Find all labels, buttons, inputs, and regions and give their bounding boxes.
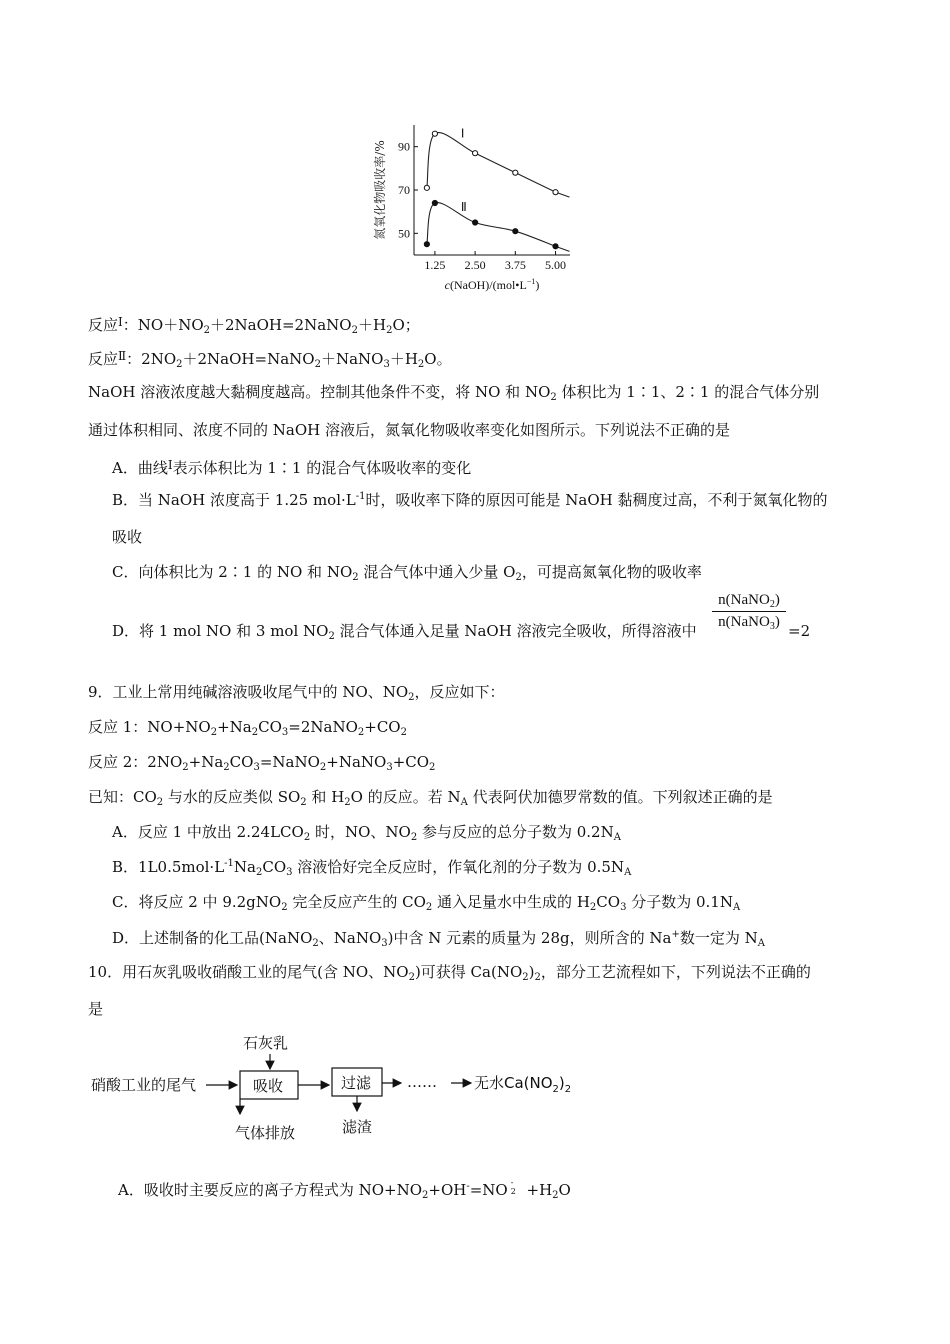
q8-option-d: D．将 1 mol NO 和 3 mol $NO_2$ 混合气体通入足量 NaOH 溶液完全吸收，所得溶液中 (112, 622, 697, 642)
q9-known: 已知：$CO_2$ 与水的反应类似 $SO_2$ 和 $H_2O$ 的反应。若 $N_A$ 代表阿伏加德罗常数的值。下列叙述正确的是 (88, 788, 773, 808)
data-point (424, 242, 429, 247)
process-flow-diagram (85, 1028, 585, 1148)
q9-reaction-1: 反应 1：$NO+NO_2+Na_2CO_3=2NaNO_2+CO_2$ (88, 718, 407, 738)
data-point (432, 131, 437, 136)
absorb-label: 吸收 (253, 1077, 284, 1095)
x-tick-label: 2.50 (464, 258, 486, 272)
q10-option-a: A．吸收时主要反应的离子方程式为 $NO+NO_2+OH^-=NO$ - 2 $+H_2O$ (118, 1178, 571, 1201)
data-point (513, 229, 518, 234)
q9-reaction-2: 反应 2：$2NO_2+Na_2CO_3=NaNO_2+NaNO_3+CO_2$ (88, 753, 436, 773)
tail-gas-label: 硝酸工业的尾气 (91, 1076, 197, 1094)
y-axis-title: 氮氧化物吸收率/% (373, 140, 387, 240)
y-tick-label: 90 (398, 139, 410, 154)
q9-option-a: A．反应 1 中放出 $2.24LCO_2$ 时，NO、$NO_2$ 参与反应的总分子数为 $0.2N_A$ (112, 823, 621, 843)
residue-label: 滤渣 (342, 1118, 373, 1136)
q8-option-b: B．当 NaOH 浓度高于 1.25 $mol\cdot L^{-1}$时，吸收率下降的原因可能是 NaOH 黏稠度过高，不利于氮氧化物的 (112, 491, 828, 509)
filter-label: 过滤 (341, 1074, 372, 1092)
series-line-2 (427, 203, 570, 252)
ellipsis: …… (407, 1073, 437, 1091)
nitrite-charge: - 2 (510, 1178, 516, 1196)
data-point (473, 220, 478, 225)
q9-option-d: D．上述制备的化工品(NaNO$_2$、NaNO$_3$)中含 N 元素的质量为 28g，则所含的 Na+数一定为 $N_A$ (112, 929, 765, 949)
nano2-nano3-fraction (712, 592, 786, 631)
x-axis-title: $c(NaOH)/(mol•L^{-1})$ (444, 277, 540, 292)
y-tick-label: 50 (398, 226, 410, 241)
fraction-denominator: n(NaNO$_3$) (718, 614, 780, 632)
absorption-rate-chart (370, 110, 580, 300)
q9-title: 9．工业上常用纯碱溶液吸收尾气中的 NO、$NO_2$，反应如下： (88, 683, 505, 703)
x-tick-label: 5.00 (545, 258, 567, 272)
product-label: 无水$Ca(NO_2)_2$ (474, 1074, 572, 1095)
data-point (432, 200, 437, 205)
x-tick-label: 3.75 (504, 258, 526, 272)
fraction-equals: =2 (788, 622, 811, 640)
q8-option-b-cont: 吸收 (112, 528, 143, 546)
q10-title-cont: 是 (88, 1000, 104, 1018)
data-point (513, 170, 518, 175)
fraction-numerator: n(NaNO$_2$) (712, 592, 786, 612)
data-point (424, 185, 429, 190)
q8-option-c: C．向体积比为 2∶1 的 NO 和 $NO_2$ 混合气体中通入少量 $O_2$，可提高氮氧化物的吸收率 (112, 563, 702, 583)
x-tick-label: 1.25 (424, 258, 446, 272)
series-label: Ⅱ (460, 200, 467, 214)
q8-paragraph-2: 通过体积相同、浓度不同的 NaOH 溶液后，氮氧化物吸收率变化如图所示。下列说法不正确的是 (88, 421, 730, 439)
reaction-2-line: 反应$^Ⅱ$：$2NO_2+2NaOH=NaNO_2+NaNO_3+H_2O$。 (88, 349, 452, 370)
lime-milk-label: 石灰乳 (243, 1034, 289, 1052)
q8-option-a: A．曲线$^Ⅰ$表示体积比为 1∶1 的混合气体吸收率的变化 (112, 458, 472, 477)
chart-svg (370, 110, 580, 300)
data-point (473, 151, 478, 156)
q8-paragraph-1: NaOH 溶液浓度越大黏稠度越高。控制其他条件不变，将 NO 和 $NO_2$ 体积比为 1∶1、2∶1 的混合气体分别 (88, 383, 820, 403)
gas-emission-label: 气体排放 (235, 1124, 296, 1142)
series-label: Ⅰ (460, 126, 465, 141)
data-point (553, 244, 558, 249)
q9-option-b: B．$1L0.5mol\cdot L^{-1}Na_2CO_3$ 溶液恰好完全反应时，作氧化剂的分子数为 $0.5N_A$ (112, 858, 632, 878)
q9-option-c: C．将反应 2 中 9.2gNO$_2$ 完全反应产生的 $CO_2$ 通入足量水中生成的 $H_2CO_3$ 分子数为 $0.1N_A$ (112, 893, 741, 913)
data-point (553, 190, 558, 195)
reaction-1-line: 反应$^Ⅰ$：$NO+NO_2+2NaOH=2NaNO_2+H_2O$； (88, 315, 420, 336)
q10-title: 10．用石灰乳吸收硝酸工业的尾气(含 NO、$NO_2$)可获得 $Ca(NO_2)_2$，部分工艺流程如下，下列说法不正确的 (88, 963, 811, 983)
y-tick-label: 70 (398, 183, 410, 197)
flow-svg (85, 1028, 585, 1148)
series-line-1 (427, 133, 570, 198)
